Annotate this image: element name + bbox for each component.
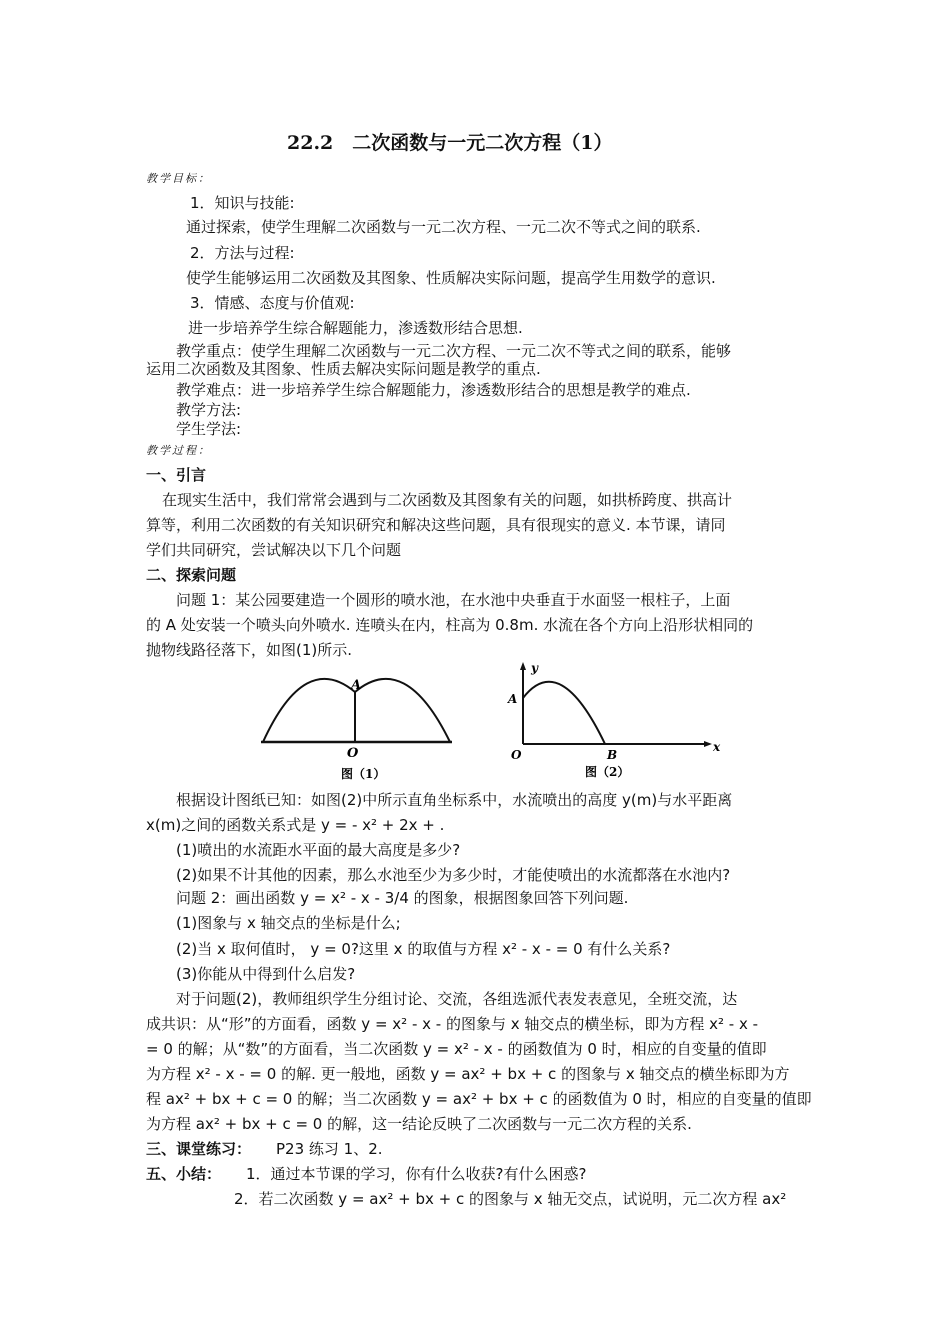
after-fig-line: (2)如果不计其他的因素，那么水池至少为多少时，才能使喷出的水流都落在水池内? xyxy=(176,866,731,884)
goal-line: 1．知识与技能: xyxy=(190,194,295,212)
summary-line: 2．若二次函数 y = ax² + bx + c 的图象与 x 轴无交点，试说明，元二次方程 ax² xyxy=(234,1190,787,1208)
fountain-arc-right xyxy=(355,679,450,742)
after-fig-line: (3)你能从中得到什么启发? xyxy=(176,965,356,983)
goal-line: 进一步培养学生综合解题能力，渗透数形结合思想. xyxy=(188,319,523,337)
teaching-method: 教学方法: xyxy=(176,401,242,419)
goals-heading: 教学目标： xyxy=(146,172,211,185)
section1-line: 学们共同研究，尝试解决以下几个问题 xyxy=(146,541,402,559)
discussion-line: 对于问题(2)，教师组织学生分组讨论、交流，各组选派代表发表意见，全班交流，达 xyxy=(176,990,738,1008)
section1-line: 算等，利用二次函数的有关知识研究和解决这些问题，具有很现实的意义. 本节课，请同 xyxy=(146,516,726,534)
label-x: x xyxy=(713,740,721,754)
problem1-line: 抛物线路径落下，如图(1)所示. xyxy=(146,641,353,659)
label-y: y xyxy=(531,661,538,675)
discussion-line: 为方程 ax² + bx + c = 0 的解，这一结论反映了二次函数与一元二次方程的关系. xyxy=(146,1115,692,1133)
water-curve xyxy=(523,682,605,744)
figure-2 xyxy=(505,660,730,782)
discussion-line: 为方程 x² - x - = 0 的解. 更一般地，函数 y = ax² + bx + c 的图象与 x 轴交点的横坐标即为方 xyxy=(146,1065,790,1083)
label-b: B xyxy=(607,748,618,762)
section5-heading: 五、小结： xyxy=(146,1165,222,1183)
x-axis-arrow xyxy=(704,741,712,747)
goal-line: 3．情感、态度与价值观: xyxy=(190,294,355,312)
problem1-line: 的 A 处安装一个喷头向外喷水. 连喷头在内，柱高为 0.8m. 水流在各个方向上沿形状相同的 xyxy=(146,616,754,634)
after-fig-line: x(m)之间的函数关系式是 y = - x² + 2x + . xyxy=(146,816,445,834)
section3-heading: 三、课堂练习： xyxy=(146,1140,252,1158)
label-o: O xyxy=(347,746,359,761)
key-point: 教学重点：使学生理解二次函数与一元二次方程、一元二次不等式之间的联系，能够 xyxy=(176,342,732,360)
process-heading: 教学过程： xyxy=(146,444,211,457)
after-fig-line: 根据设计图纸已知：如图(2)中所示直角坐标系中，水流喷出的高度 y(m)与水平距离 xyxy=(176,791,733,809)
after-fig-line: (1)图象与 x 轴交点的坐标是什么; xyxy=(176,914,401,932)
section1-heading: 一、引言 xyxy=(146,466,207,484)
figure-1-caption: 图（1） xyxy=(341,767,386,781)
learning-method: 学生学法: xyxy=(176,420,242,438)
section1-line: 在现实生活中，我们常常会遇到与二次函数及其图象有关的问题，如拱桥跨度、拱高计 xyxy=(162,491,733,509)
after-fig-line: 问题 2：画出函数 y = x² - x - 3/4 的图象，根据图象回答下列问题. xyxy=(176,889,629,907)
section2-heading: 二、探索问题 xyxy=(146,566,237,584)
discussion-line: 程 ax² + bx + c = 0 的解；当二次函数 y = ax² + bx + c 的函数值为 0 时，相应的自变量的值即 xyxy=(146,1090,812,1108)
goal-line: 2．方法与过程: xyxy=(190,244,295,262)
page-title: 22.2 二次函数与一元二次方程（1） xyxy=(287,132,613,154)
figure-2-caption: 图（2） xyxy=(585,765,630,779)
discussion-line: 成共识：从“形”的方面看，函数 y = x² - x - 的图象与 x 轴交点的横坐标，即为方程 x² - x - xyxy=(146,1015,759,1033)
label-a: A xyxy=(351,678,362,693)
problem1-line: 问题 1：某公园要建造一个圆形的喷水池，在水池中央垂直于水面竖一根柱子，上面 xyxy=(176,591,731,609)
key-point: 运用二次函数及其图象、性质去解决实际问题是教学的重点. xyxy=(146,360,541,378)
figure-1 xyxy=(255,670,465,785)
difficulty: 教学难点：进一步培养学生综合解题能力，渗透数形结合的思想是教学的难点. xyxy=(176,381,691,399)
after-fig-line: (1)喷出的水流距水平面的最大高度是多少? xyxy=(176,841,461,859)
label-a: A xyxy=(508,692,518,706)
goal-line: 使学生能够运用二次函数及其图象、性质解决实际问题，提高学生用数学的意识. xyxy=(186,269,716,287)
y-axis-arrow xyxy=(520,662,526,670)
goal-line: 通过探索，使学生理解二次函数与一元二次方程、一元二次不等式之间的联系. xyxy=(186,218,701,236)
section3-text: P23 练习 1、2. xyxy=(276,1140,383,1158)
discussion-line: = 0 的解；从“数”的方面看，当二次函数 y = x² - x - 的函数值为 0 时，相应的自变量的值即 xyxy=(146,1040,767,1058)
fountain-arc-left xyxy=(263,679,355,742)
summary-line: 1．通过本节课的学习，你有什么收获?有什么困惑? xyxy=(246,1165,587,1183)
label-o: O xyxy=(511,748,522,762)
after-fig-line: (2)当 x 取何值时， y = 0?这里 x 的取值与方程 x² - x - = 0 有什么关系? xyxy=(176,940,671,958)
